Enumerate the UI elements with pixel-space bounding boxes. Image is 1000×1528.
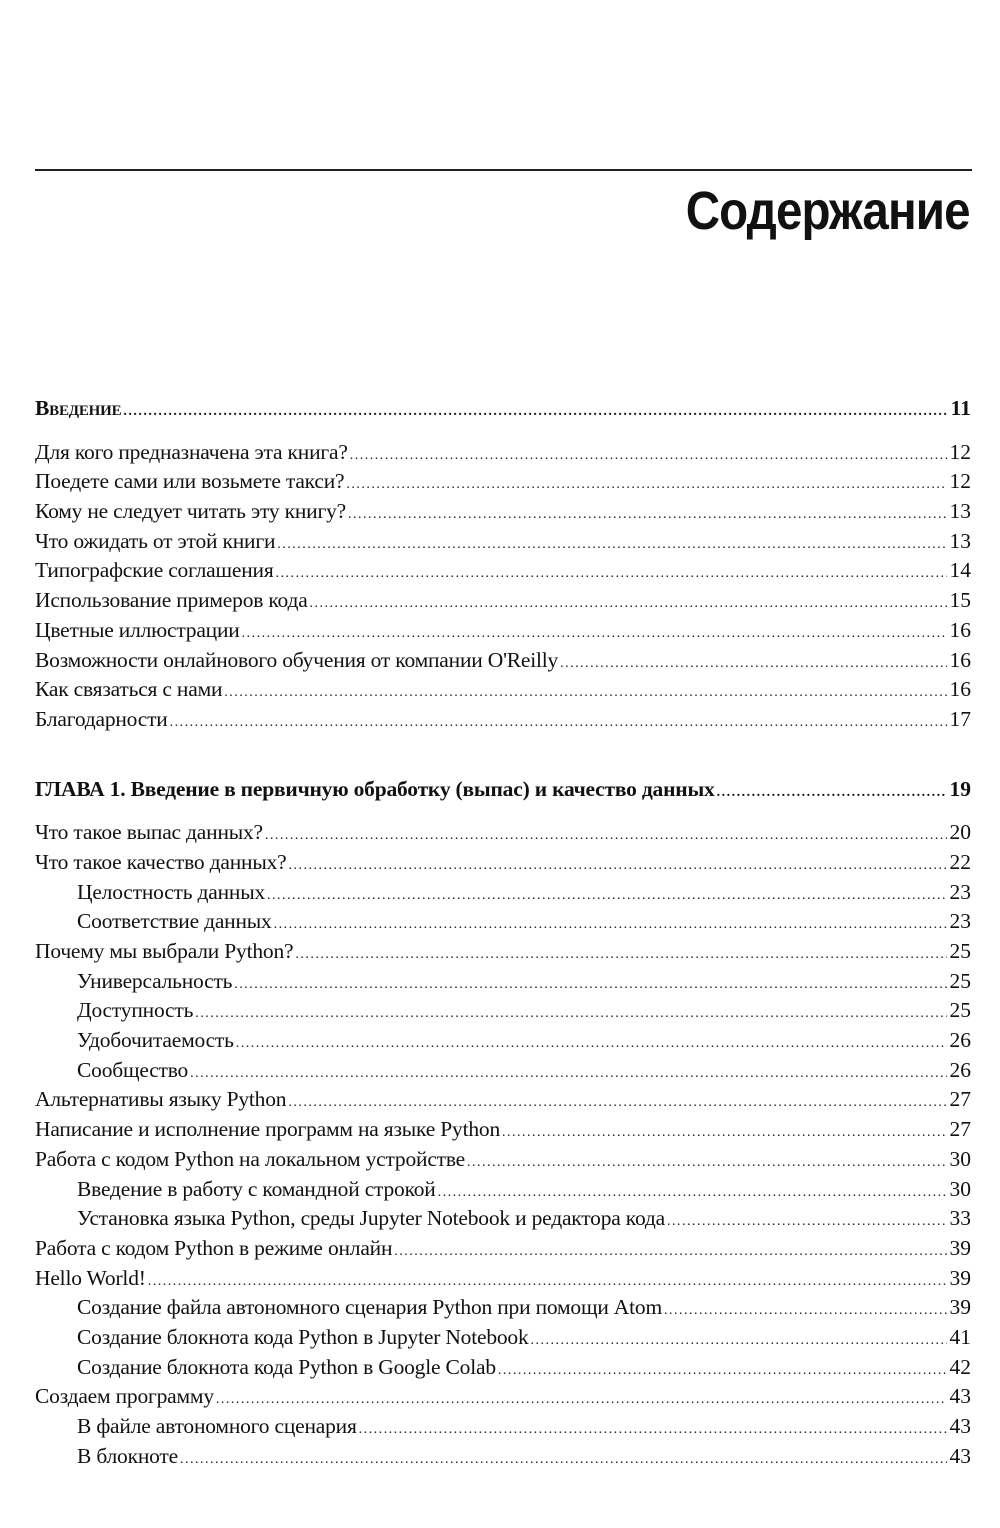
dot-leader	[438, 1185, 947, 1201]
toc-entry[interactable]	[35, 529, 971, 559]
toc-entry-label: Введение	[35, 396, 122, 420]
toc-entry-label: Hello World!	[35, 1265, 146, 1290]
toc-entry-page: 39	[949, 1295, 971, 1320]
toc-entry[interactable]	[35, 1444, 971, 1474]
toc-entry-page: 17	[949, 706, 971, 731]
toc-entry-label: Введение в работу с командной строкой	[77, 1176, 436, 1201]
toc-entry-page: 20	[949, 820, 971, 845]
dot-leader	[234, 977, 946, 993]
toc-entry-label: Работа с кодом Python на локальном устройстве	[35, 1146, 466, 1171]
dot-leader	[276, 566, 947, 582]
toc-entry[interactable]	[35, 1177, 971, 1207]
dot-leader	[274, 917, 947, 933]
toc-entry-page: 27	[949, 1117, 971, 1142]
toc-entry[interactable]	[35, 618, 971, 648]
toc-entry-label: Универсальность	[77, 968, 233, 993]
toc-entry-label: В файле автономного сценария	[77, 1414, 357, 1438]
dot-leader	[224, 685, 946, 701]
dot-leader	[216, 1392, 947, 1408]
toc-entry[interactable]	[35, 1117, 971, 1147]
toc-entry-page: 27	[949, 1087, 971, 1112]
toc-entry[interactable]	[35, 880, 971, 910]
dot-leader	[560, 656, 946, 672]
toc-entry[interactable]	[35, 588, 971, 618]
toc-entry-page: 43	[949, 1443, 971, 1468]
toc-entry-intro[interactable]	[35, 396, 971, 426]
toc-entry-label: Поедете сами или возьмете такси?	[35, 469, 345, 494]
dot-leader	[467, 1155, 946, 1171]
toc-entry-label: Создание блокнота кода Python в Google Colab	[77, 1354, 496, 1379]
dot-leader	[531, 1333, 947, 1349]
dot-leader	[502, 1125, 947, 1141]
toc-entry-page: 14	[949, 558, 971, 583]
toc-entry-page: 19	[949, 776, 971, 801]
toc-entry-page: 26	[949, 1057, 971, 1082]
toc-entry-label: Создание блокнота кода Python в Jupyter Notebook	[77, 1324, 529, 1349]
table-of-contents	[35, 396, 971, 1473]
toc-entry-label: Типографские соглашения	[35, 558, 274, 583]
toc-entry[interactable]	[35, 1355, 971, 1385]
toc-entry-page: 33	[949, 1206, 971, 1231]
dot-leader	[289, 858, 947, 874]
toc-entry-label: Работа с кодом Python в режиме онлайн	[35, 1235, 393, 1260]
toc-entry[interactable]	[35, 677, 971, 707]
dot-leader	[170, 715, 947, 731]
toc-entry[interactable]	[35, 1325, 971, 1355]
dot-leader	[295, 947, 946, 963]
dot-leader	[717, 785, 947, 801]
chapter-1-section-list	[35, 820, 971, 1473]
dot-leader	[288, 1095, 946, 1111]
toc-entry[interactable]	[35, 909, 971, 939]
toc-entry-page: 23	[949, 879, 971, 904]
toc-entry-page: 25	[949, 968, 971, 993]
toc-entry[interactable]	[35, 1087, 971, 1117]
toc-entry-page: 13	[949, 528, 971, 553]
toc-entry-label: Удобочитаемость	[77, 1028, 234, 1053]
toc-entry-page: 25	[949, 939, 971, 963]
toc-entry-page: 26	[949, 1028, 971, 1053]
toc-entry-page: 12	[949, 469, 971, 494]
dot-leader	[267, 888, 946, 904]
toc-entry-label: Альтернативы языку Python	[35, 1087, 287, 1112]
dot-leader	[498, 1363, 947, 1379]
dot-leader	[667, 1214, 947, 1230]
dot-leader	[348, 507, 947, 523]
toc-entry-label: Цветные иллюстрации	[35, 617, 240, 642]
toc-entry-page: 43	[949, 1384, 971, 1409]
toc-entry[interactable]	[35, 469, 971, 499]
toc-entry-label: Создаем программу	[35, 1384, 214, 1409]
toc-entry-label: В блокноте	[77, 1443, 178, 1468]
toc-entry-label: Использование примеров кода	[35, 588, 308, 613]
toc-entry[interactable]	[35, 558, 971, 588]
page-title: Содержание	[686, 181, 970, 241]
toc-entry-label: Создание файла автономного сценария Python при помощи Atom	[77, 1295, 662, 1320]
dot-leader	[346, 477, 946, 493]
toc-entry[interactable]	[35, 1028, 971, 1058]
dot-leader	[242, 626, 947, 642]
toc-entry[interactable]	[35, 939, 971, 969]
toc-entry-label: Почему мы выбрали Python?	[35, 939, 294, 963]
toc-entry-page: 13	[949, 499, 971, 524]
toc-entry-page: 41	[949, 1324, 971, 1349]
toc-entry-page: 12	[949, 439, 971, 464]
toc-entry-page: 43	[949, 1414, 971, 1438]
toc-entry[interactable]	[35, 1414, 971, 1444]
dot-leader	[265, 828, 947, 844]
toc-entry-page: 23	[949, 909, 971, 934]
toc-entry-label: Сообщество	[77, 1057, 189, 1082]
toc-entry[interactable]	[35, 1266, 971, 1296]
toc-entry-page: 16	[949, 647, 971, 672]
toc-entry-label: Целостность данных	[77, 879, 266, 904]
toc-entry-page: 11	[950, 396, 971, 420]
toc-entry-label: Как связаться с нами	[35, 677, 223, 702]
toc-entry[interactable]	[35, 969, 971, 999]
toc-entry[interactable]	[35, 707, 971, 737]
toc-entry[interactable]	[35, 1058, 971, 1088]
toc-entry-page: 39	[949, 1265, 971, 1290]
dot-leader	[190, 1066, 946, 1082]
toc-entry-page: 30	[949, 1176, 971, 1201]
toc-entry-label: Благодарности	[35, 706, 168, 731]
toc-entry-label: Для кого предназначена эта книга?	[35, 439, 348, 464]
toc-entry-page: 15	[949, 588, 971, 613]
dot-leader	[350, 448, 947, 464]
intro-section-list	[35, 440, 971, 737]
toc-entry-chapter-1[interactable]	[35, 777, 971, 807]
toc-entry-page: 25	[949, 998, 971, 1023]
toc-entry-label: Возможности онлайнового обучения от компании O'Reilly	[35, 647, 559, 672]
dot-leader	[236, 1036, 947, 1052]
dot-leader	[394, 1244, 946, 1260]
toc-entry[interactable]	[35, 1147, 971, 1177]
dot-leader	[664, 1303, 947, 1319]
toc-entry[interactable]	[35, 440, 971, 470]
toc-entry-label: Соответствие данных	[77, 909, 272, 934]
dot-leader	[359, 1422, 947, 1438]
toc-entry-page: 39	[949, 1235, 971, 1260]
toc-entry[interactable]	[35, 1236, 971, 1266]
toc-entry[interactable]	[35, 1384, 971, 1414]
toc-entry[interactable]	[35, 1206, 971, 1236]
toc-entry[interactable]	[35, 499, 971, 529]
toc-entry-label: Что такое качество данных?	[35, 849, 287, 874]
dot-leader	[195, 1006, 946, 1022]
dot-leader	[148, 1274, 947, 1290]
toc-entry-label: Что ожидать от этой книги	[35, 528, 276, 553]
dot-leader	[310, 596, 947, 612]
toc-entry-label: Что такое выпас данных?	[35, 820, 263, 845]
toc-entry-page: 42	[949, 1354, 971, 1379]
dot-leader	[180, 1452, 947, 1468]
toc-entry-label: Установка языка Python, среды Jupyter Notebook и редактора кода	[77, 1206, 665, 1231]
toc-entry[interactable]	[35, 820, 971, 850]
toc-entry-label: Доступность	[77, 998, 194, 1023]
dot-leader	[123, 404, 947, 420]
header-rule	[35, 169, 972, 171]
toc-entry-page: 22	[949, 849, 971, 874]
toc-entry-label: Кому не следует читать эту книгу?	[35, 499, 346, 524]
toc-entry-label: Написание и исполнение программ на языке Python	[35, 1117, 500, 1142]
toc-entry-label: ГЛАВА 1. Введение в первичную обработку (выпас) и качество данных	[35, 776, 715, 801]
toc-entry[interactable]	[35, 850, 971, 880]
toc-entry[interactable]	[35, 648, 971, 678]
toc-entry-page: 16	[949, 617, 971, 642]
dot-leader	[277, 537, 946, 553]
toc-entry-page: 30	[949, 1146, 971, 1171]
toc-entry-page: 16	[949, 677, 971, 702]
toc-entry[interactable]	[35, 1295, 971, 1325]
toc-entry[interactable]	[35, 998, 971, 1028]
